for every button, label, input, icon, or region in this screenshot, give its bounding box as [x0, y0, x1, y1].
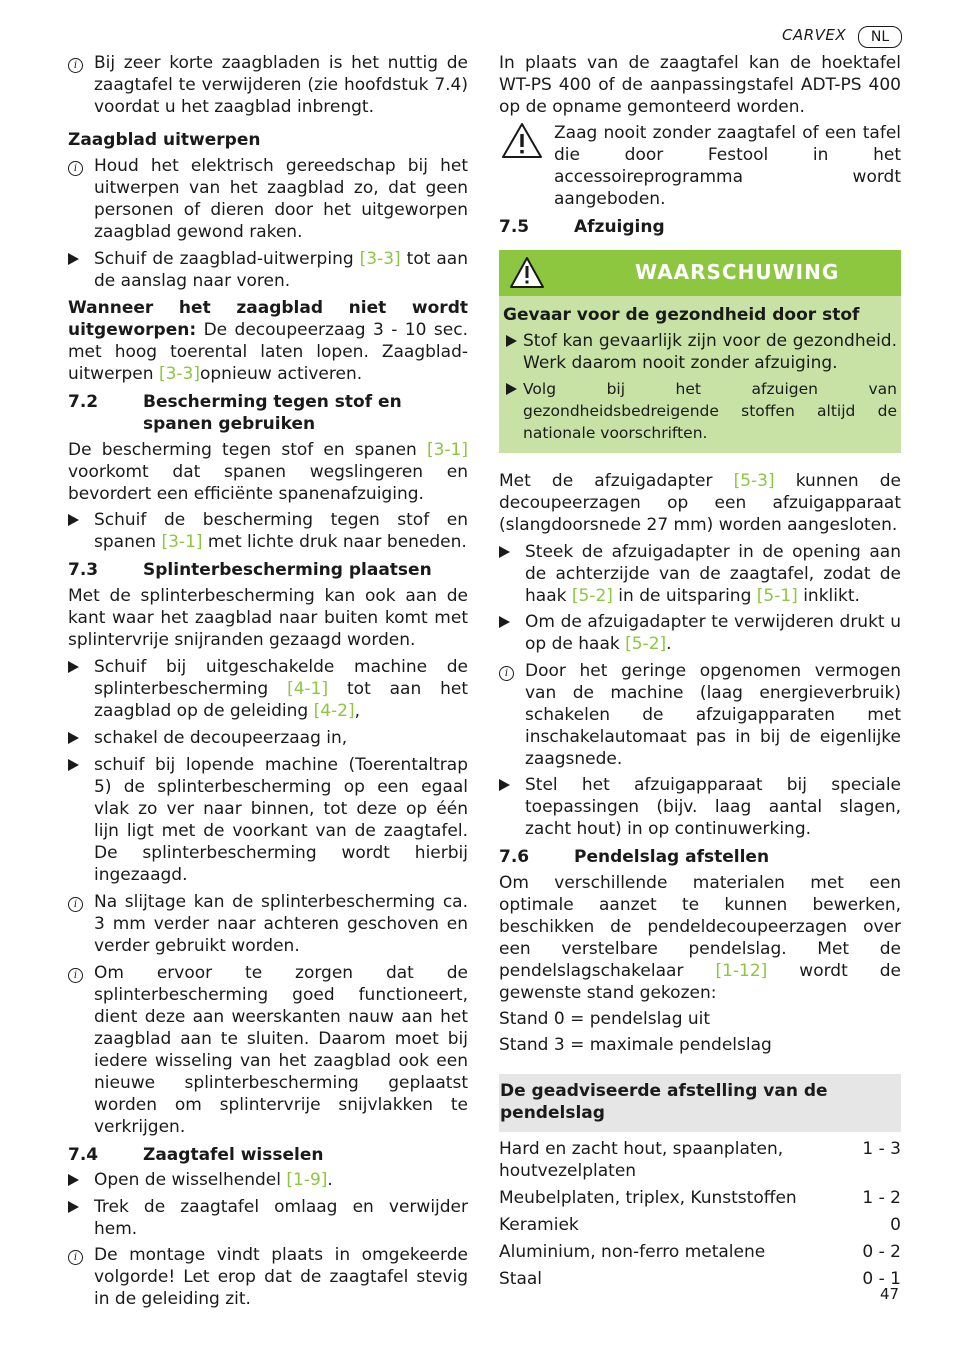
setting-value-cell: 1 - 2 [862, 1188, 901, 1208]
figure-ref: [5-2] [571, 586, 613, 606]
figure-ref: [4-1] [287, 679, 329, 699]
warning-header [499, 250, 901, 296]
arrow-bullet-icon [68, 759, 79, 771]
left-column [68, 52, 468, 1310]
figure-ref: [3-3] [158, 364, 200, 384]
arrow-bullet-icon [506, 383, 517, 395]
step-item: schakel de decoupeerzaag in, [68, 727, 468, 749]
warning-triangle-icon [501, 122, 543, 160]
caution-note: Zaag nooit zonder zaagtafel of een tafel die door Festool in het accessoireprogramma wordt aangeboden. [499, 122, 901, 210]
warning-triangle-icon [509, 256, 545, 290]
warning-box [499, 250, 901, 453]
step-item: Schuif bij uitgeschakelde machine de splinterbescherming [4-1] tot aan het zaagblad op de geleiding [4-2], [68, 656, 468, 722]
material-cell: Meubelplaten, triplex, Kunststoffen [499, 1188, 797, 1208]
arrow-bullet-icon [68, 661, 79, 673]
section-heading-7-5: 7.5 Afzuiging [499, 217, 665, 237]
arrow-bullet-icon [499, 779, 510, 791]
right-column [499, 52, 901, 1290]
stand-0-line: Stand 0 = pendelslag uit [499, 1009, 711, 1029]
warning-heading: Gevaar voor de gezondheid door stof [503, 305, 860, 325]
table-row [499, 1138, 901, 1182]
table-row [499, 1187, 901, 1209]
table-row [499, 1214, 901, 1236]
info-note: i De montage vindt plaats in omgekeerde volgorde! Let erop dat de zaagtafel stevig in de geleiding zit. [68, 1244, 468, 1310]
section-heading-7-6: 7.6 Pendelslag afstellen [499, 847, 770, 867]
info-icon: i [499, 666, 514, 681]
material-cell: Staal [499, 1269, 543, 1289]
figure-ref: [1-12] [715, 961, 768, 981]
material-cell: Aluminium, non-ferro metalene [499, 1242, 766, 1262]
paragraph: Om verschillende materialen met een optimale aanzet te kunnen bewerken, beschikken de pendeldecoupeerzagen over een verstelbare pendelslag. Met de pendelslagschakelaar [1-12] wordt de gewenste stand gekozen: [499, 873, 901, 1003]
warning-item: Volg bij het afzuigen van gezondheidsbedreigende stoffen altijd de nationale voorschriften. [503, 378, 897, 444]
step-item: Steek de afzuigadapter in de opening aan de achterzijde van de zaagtafel, zodat de haak [5-2] in de uitsparing [5-1] inklikt. [499, 541, 901, 607]
info-note: i Houd het elektrisch gereedschap bij het uitwerpen van het zaagblad zo, dat geen personen of dieren door het uitgeworpen zaagblad gewond raken. [68, 155, 468, 243]
arrow-bullet-icon [68, 253, 79, 265]
setting-value-cell: 0 [890, 1215, 901, 1235]
arrow-bullet-icon [68, 514, 79, 526]
table-row [499, 1241, 901, 1263]
paragraph: De bescherming tegen stof en spanen [3-1] voorkomt dat spanen wegslingeren en bevordert een efficiënte spanenafzuiging. [68, 440, 468, 504]
setting-value-cell: 0 - 1 [862, 1269, 901, 1289]
table-row [499, 1268, 901, 1290]
figure-ref: [1-9] [286, 1170, 328, 1190]
step-item: Schuif de zaagblad-uitwerping [3-3] tot aan de aanslag naar voren. [68, 248, 468, 292]
section-heading-7-2: 7.2 Bescherming tegen stof en spanen gebruiken [68, 392, 402, 434]
paragraph: Met de afzuigadapter [5-3] kunnen de decoupeerzagen op een afzuigapparaat (slangdoorsnede 27 mm) worden aangesloten. [499, 471, 901, 535]
table-heading: De geadviseerde afstelling van de pendelslag [499, 1074, 901, 1132]
setting-value-cell: 1 - 3 [862, 1139, 901, 1159]
info-note: i Door het geringe opgenomen vermogen van de machine (laag energieverbruik) schakelen de afzuigapparaten met inschakelautomaat pas in bij de eigenlijke zaagsnede. [499, 660, 901, 770]
step-item: Trek de zaagtafel omlaag en verwijder hem. [68, 1196, 468, 1240]
info-note: i Na slijtage kan de splinterbescherming ca. 3 mm verder naar achteren geschoven en verder gebruikt worden. [68, 891, 468, 957]
figure-ref: [5-1] [756, 586, 798, 606]
paragraph: Met de splinterbescherming kan ook aan de kant waar het zaagblad naar buiten komt met splintervrije snijranden gezaagd worden. [68, 586, 468, 650]
step-item: Open de wisselhendel [1-9]. [68, 1169, 468, 1191]
info-icon: i [68, 161, 83, 176]
figure-ref: [3-1] [426, 440, 468, 460]
paragraph: In plaats van de zaagtafel kan de hoektafel WT-PS 400 of de aanpassingstafel ADT-PS 400 op de opname gemonteerd worden. [499, 53, 901, 117]
figure-ref: [4-2] [313, 701, 355, 721]
warning-item: Stof kan gevaarlijk zijn voor de gezondheid. Werk daarom nooit zonder afzuiging. [503, 330, 897, 374]
warning-label: WAARSCHUWING [635, 260, 840, 284]
info-icon: i [68, 1250, 83, 1265]
step-item: Stel het afzuigapparaat bij speciale toepassingen (bijv. laag aantal slagen, zacht hout) in op continuwerking. [499, 774, 901, 840]
arrow-bullet-icon [68, 732, 79, 744]
info-note: i Bij zeer korte zaagbladen is het nuttig de zaagtafel te verwijderen (zie hoofdstuk 7.4) voordat u het zaagblad inbrengt. [68, 52, 468, 118]
eject-heading: Zaagblad uitwerpen [68, 130, 261, 150]
settings-table [499, 1138, 901, 1290]
figure-ref: [3-1] [161, 532, 203, 552]
stand-3-line: Stand 3 = maximale pendelslag [499, 1035, 772, 1055]
section-heading-7-3: 7.3 Splinterbescherming plaatsen [68, 560, 432, 580]
page-number: 47 [880, 1285, 900, 1303]
arrow-bullet-icon [499, 616, 510, 628]
eject-fail-paragraph: Wanneer het zaagblad niet wordt uitgeworpen: De decoupeerzaag 3 - 10 sec. met hoog toerental laten lopen. Zaagblad-uitwerpen [3-3]opnieuw activeren. [68, 298, 468, 384]
info-icon: i [68, 968, 83, 983]
material-cell: Keramiek [499, 1215, 579, 1235]
arrow-bullet-icon [499, 546, 510, 558]
figure-ref: [5-3] [733, 471, 775, 491]
figure-ref: [5-2] [625, 634, 667, 654]
info-icon: i [68, 58, 83, 73]
material-cell: Hard en zacht hout, spaanplaten, houtvezelplaten [499, 1139, 784, 1181]
step-item: schuif bij lopende machine (Toerentaltrap 5) de splinterbescherming op een egaal vlak zo ver naar binnen, tot deze op één lijn ligt met de voorkant van de zaagtafel. De splinterbescherming wordt hierbij ingezaagd. [68, 754, 468, 886]
step-item: Schuif de bescherming tegen stof en spanen [3-1] met lichte druk naar beneden. [68, 509, 468, 553]
header-brand: CARVEX [782, 26, 847, 44]
language-badge: NL [858, 26, 902, 48]
section-heading-7-4: 7.4 Zaagtafel wisselen [68, 1145, 324, 1165]
setting-value-cell: 0 - 2 [862, 1242, 901, 1262]
info-icon: i [68, 897, 83, 912]
figure-ref: [3-3] [359, 249, 401, 269]
info-note: i Om ervoor te zorgen dat de splinterbescherming goed functioneert, dient deze aan weerskanten nauw aan het zaagblad aan te sluiten. Daarom moet bij iedere wisseling van het zaagblad ook een nieuwe splinterbescherming geplaatst worden om splintervrije snijvlakken te verkrijgen. [68, 962, 468, 1138]
arrow-bullet-icon [68, 1201, 79, 1213]
arrow-bullet-icon [506, 335, 517, 347]
arrow-bullet-icon [68, 1174, 79, 1186]
step-item: Om de afzuigadapter te verwijderen drukt u op de haak [5-2]. [499, 611, 901, 655]
